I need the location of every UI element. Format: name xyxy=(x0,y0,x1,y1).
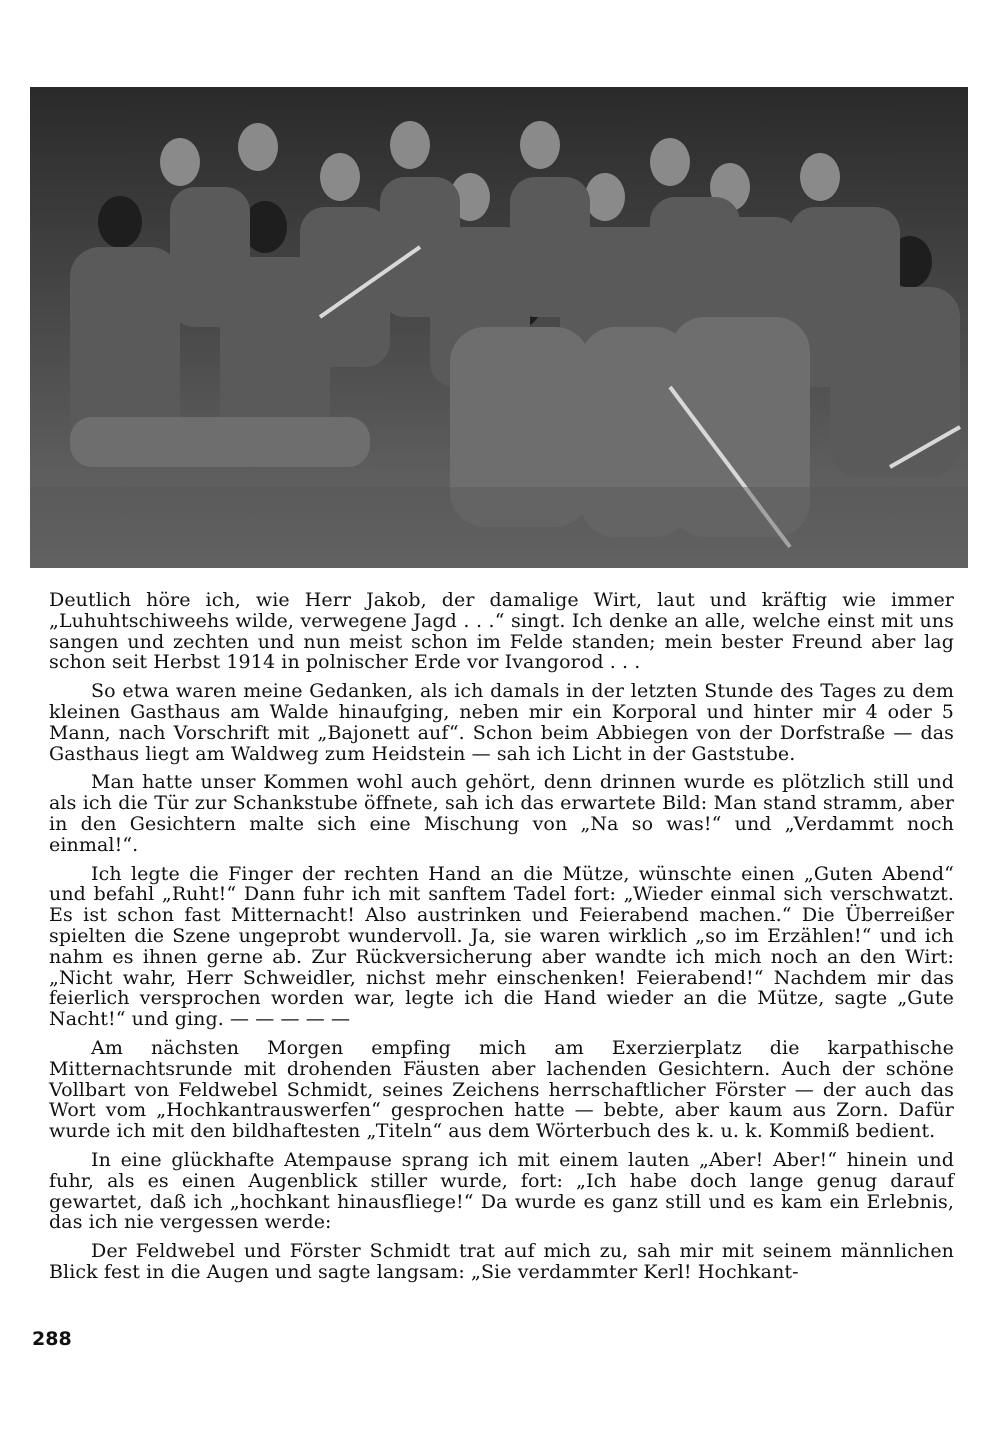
page-number: 288 xyxy=(32,1328,72,1350)
group-photo-soldiers-icon xyxy=(30,87,968,568)
group-photo xyxy=(30,87,968,568)
paragraph: Ich legte die Finger der rechten Hand an die Mütze, wünschte einen „Guten Abend“ und befahl „Ruht!“ Dann fuhr ich mit sanftem Tadel fort: „Wieder einmal sich verschwatzt. Es ist schon fast Mitternacht! Also austrinken und Feierabend machen.“ Die Überreißer spielten die Szene ungeprobt wundervoll. Ja, sie waren wirklich „so im Erzählen!“ und ich nahm es ihnen gerne ab. Zur Rückversicherung aber wandte ich mich noch an den Wirt: „Nicht wahr, Herr Schweidler, nichst mehr einschenken! Feierabend!“ Nachdem mir das feierlich versprochen worden war, legte ich die Hand wieder an die Mütze, sagte „Gute Nacht!“ und ging. — — — — — xyxy=(49,862,954,1031)
paragraph: So etwa waren meine Gedanken, als ich damals in der letzten Stunde des Tages zu dem kleinen Gasthaus am Walde hinaufging, neben mir ein Korporal und hinter mir 4 oder 5 Mann, nach Vorschrift mit „Bajonett auf“. Schon beim Abbiegen von der Dorfstraße — das Gasthaus liegt am Waldweg zum Heidstein — sah ich Licht in der Gaststube. xyxy=(49,680,954,765)
paragraph: Am nächsten Morgen empfing mich am Exerzierplatz die karpathische Mitternachtsrunde mit drohenden Fäusten aber lachenden Gesichtern. Auch der schöne Vollbart von Feldwebel Schmidt, seines Zeichens herrschaftlicher Förster — der auch das Wort vom „Hochkantrauswerfen“ gesprochen hatte — bebte, aber kaum aus Zorn. Dafür wurde ich mit den bildhaftesten „Titeln“ aus dem Wörterbuch des k. u. k. Kommiß bedient. xyxy=(49,1036,954,1143)
paragraph: Der Feldwebel und Förster Schmidt trat auf mich zu, sah mir mit seinem männlichen Blick fest in die Augen und sagte langsam: „Sie verdammter Kerl! Hochkant- xyxy=(49,1240,954,1283)
paragraph: Man hatte unser Kommen wohl auch gehört, denn drinnen wurde es plötzlich still und als ich die Tür zur Schankstube öffnete, sah ich das erwartete Bild: Man stand stramm, aber in den Gesichtern malte sich eine Mischung von „Na so was!“ und „Verdammt noch einmal!“. xyxy=(49,771,954,856)
paragraph: Deutlich höre ich, wie Herr Jakob, der damalige Wirt, laut und kräftig wie immer „Luhuhtschiweehs wilde, verwegene Jagd . . .“ singt. Ich denke an alle, welche einst mit uns sangen und zechten und nun meist schon im Felde standen; mein bester Freund aber lag schon seit Herbst 1914 in polnischer Erde vor Ivangorod . . . xyxy=(49,589,954,674)
article-text xyxy=(49,590,954,1291)
paragraph: In eine glückhafte Atempause sprang ich mit einem lauten „Aber! Aber!“ hinein und fuhr, als es einen Augenblick stiller wurde, fort: „Ich habe doch lange genug darauf gewartet, daß ich „hochkant hinausfliege!“ Da wurde es ganz still und es kam ein Erlebnis, das ich nie vergessen werde: xyxy=(49,1148,954,1234)
